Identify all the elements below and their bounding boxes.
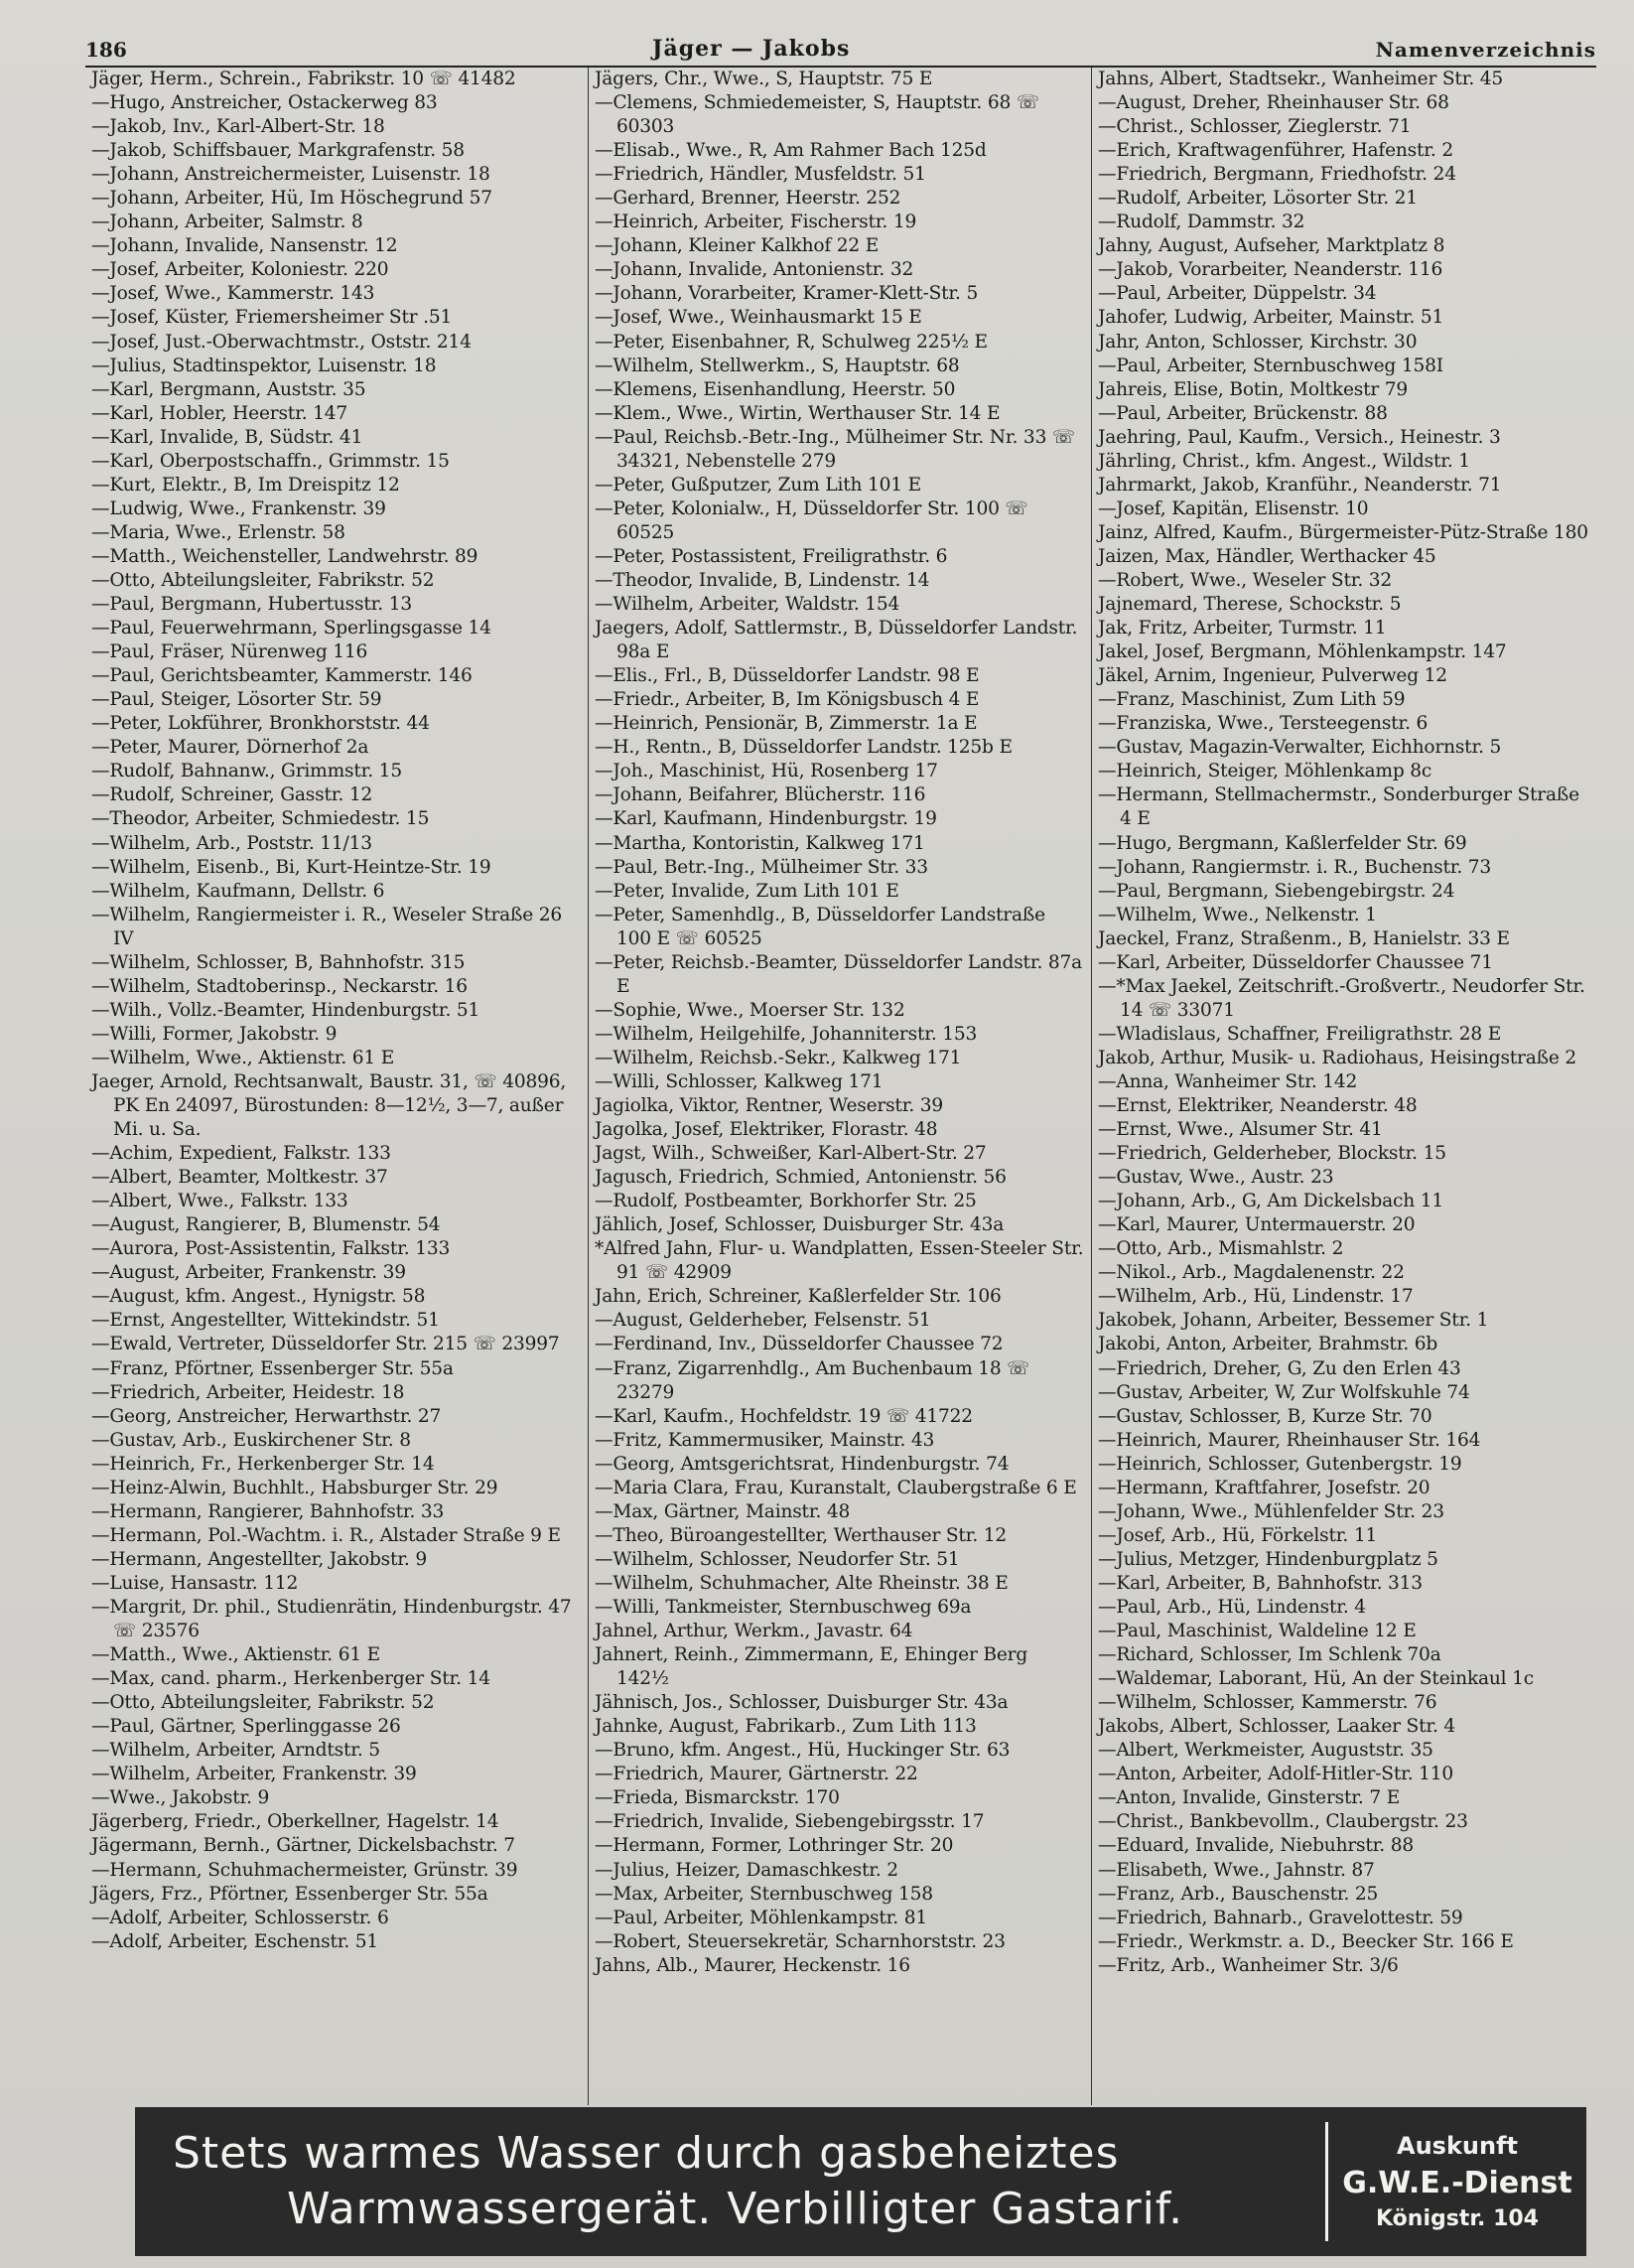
directory-entry: —Peter, Gußputzer, Zum Lith 101 E [595, 474, 921, 496]
directory-entry: —Friedrich, Gelderheber, Blockstr. 15 [1098, 1143, 1446, 1165]
directory-entry: —Hermann, Pol.-Wachtm. i. R., Alstader Straße 9 E [91, 1524, 561, 1546]
directory-entry: —Wladislaus, Schaffner, Freiligrathstr. 28 E [1098, 1023, 1502, 1045]
directory-entry: —Nikol., Arb., Magdalenenstr. 22 [1098, 1262, 1405, 1284]
directory-entry: —Friedrich, Invalide, Siebengebirgsstr. 17 [595, 1811, 985, 1833]
directory-entry: —Friedrich, Händler, Musfeldstr. 51 [595, 164, 926, 186]
directory-entry: Jakobek, Johann, Arbeiter, Bessemer Str. 1 [1098, 1310, 1489, 1332]
directory-entry: —Karl, Hobler, Heerstr. 147 [91, 402, 348, 424]
directory-entry: —Paul, Steiger, Lösorter Str. 59 [91, 689, 382, 711]
directory-entry: —Wilhelm, Arbeiter, Frankenstr. 39 [91, 1764, 417, 1785]
directory-entry: —Gerhard, Brenner, Heerstr. 252 [595, 188, 901, 210]
directory-entry: —Rudolf, Arbeiter, Lösorter Str. 21 [1098, 188, 1418, 210]
directory-entry: —Wilhelm, Arbeiter, Waldstr. 154 [595, 594, 900, 616]
directory-entry: —Elisabeth, Wwe., Jahnstr. 87 [1098, 1859, 1375, 1881]
directory-entry: —Joh., Maschinist, Hü, Rosenberg 17 [595, 761, 938, 782]
directory-entry: —Willi, Former, Jakobstr. 9 [91, 1023, 338, 1045]
directory-entry: —Matth., Weichensteller, Landwehrstr. 89 [91, 545, 478, 567]
directory-entry: —Bruno, kfm. Angest., Hü, Huckinger Str. 63 [595, 1740, 1011, 1762]
directory-entry: —Wilhelm, Rangiermeister i. R., Weseler Straße 26 IV [91, 904, 563, 949]
directory-entry: —Peter, Maurer, Dörnerhof 2a [91, 737, 369, 759]
directory-entry: —Friedrich, Dreher, G, Zu den Erlen 43 [1098, 1357, 1461, 1379]
directory-entry: —Josef, Wwe., Weinhausmarkt 15 E [595, 307, 922, 329]
directory-entry: —Wilhelm, Reichsb.-Sekr., Kalkweg 171 [595, 1047, 962, 1068]
directory-entry: Jahns, Albert, Stadtsekr., Wanheimer Str. 45 [1098, 69, 1504, 89]
directory-entry: —Karl, Arbeiter, Düsseldorfer Chaussee 71 [1098, 951, 1493, 973]
directory-entry: Jahns, Alb., Maurer, Heckenstr. 16 [595, 1954, 910, 1976]
directory-entry: —Paul, Bergmann, Siebengebirgstr. 24 [1098, 880, 1455, 902]
directory-entry: —Wilhelm, Arb., Poststr. 11/13 [91, 832, 372, 854]
directory-entry: Jakobs, Albert, Schlosser, Laaker Str. 4 [1098, 1716, 1456, 1738]
directory-entry: —Wilhelm, Stadtoberinsp., Neckarstr. 16 [91, 975, 468, 997]
directory-entry: Jahreis, Elise, Botin, Moltkestr 79 [1098, 378, 1409, 400]
directory-entry: —August, kfm. Angest., Hynigstr. 58 [91, 1286, 426, 1308]
directory-entry: —Johann, Arbeiter, Salmstr. 8 [91, 212, 363, 233]
directory-entry: Jaehring, Paul, Kaufm., Versich., Heinestr. 3 [1098, 426, 1501, 448]
directory-entry: Jahr, Anton, Schlosser, Kirchstr. 30 [1098, 331, 1418, 353]
directory-entry: Jährling, Christ., kfm. Angest., Wildstr. 1 [1098, 450, 1470, 472]
directory-entry: —Hermann, Kraftfahrer, Josefstr. 20 [1098, 1477, 1430, 1498]
directory-entry: Jahny, August, Aufseher, Marktplatz 8 [1098, 235, 1445, 257]
directory-entry: —Aurora, Post-Assistentin, Falkstr. 133 [91, 1238, 451, 1260]
directory-entry: —Johann, Anstreichermeister, Luisenstr. 18 [91, 164, 490, 186]
directory-entry: Jak, Fritz, Arbeiter, Turmstr. 11 [1098, 618, 1387, 639]
directory-entry: —Richard, Schlosser, Im Schlenk 70a [1098, 1644, 1441, 1666]
directory-entry: Jäkel, Arnim, Ingenieur, Pulverweg 12 [1098, 665, 1447, 687]
directory-entry: —Paul, Arbeiter, Düppelstr. 34 [1098, 283, 1377, 305]
directory-entry: —Klemens, Eisenhandlung, Heerstr. 50 [595, 378, 956, 400]
directory-entry: —Friedrich, Bergmann, Friedhofstr. 24 [1098, 164, 1456, 186]
directory-entry: Jainz, Alfred, Kaufm., Bürgermeister-Pütz-Straße 180 [1098, 521, 1588, 543]
directory-entry: —Gustav, Arbeiter, W, Zur Wolfskuhle 74 [1098, 1381, 1470, 1403]
directory-entry: Jahrmarkt, Jakob, Kranführ., Neanderstr. 71 [1098, 474, 1502, 496]
directory-entry: —Wilh., Vollz.-Beamter, Hindenburgstr. 51 [91, 999, 480, 1021]
directory-entry: —Margrit, Dr. phil., Studienrätin, Hindenburgstr. 47 ☏ 23576 [91, 1597, 572, 1642]
directory-entry: Jahnert, Reinh., Zimmermann, E, Ehinger Berg 142½ [595, 1644, 1028, 1690]
directory-entry: —Josef, Arb., Hü, Förkelstr. 11 [1098, 1524, 1378, 1546]
directory-entry: Jakob, Arthur, Musik- u. Radiohaus, Heisingstraße 2 [1098, 1047, 1576, 1068]
directory-entry: —Hermann, Stellmachermstr., Sonderburger Straße 4 E [1098, 784, 1579, 830]
directory-entry: —Hugo, Anstreicher, Ostackerweg 83 [91, 92, 438, 114]
ad-info-address: Königstr. 104 [1376, 2206, 1539, 2231]
directory-entry: —Karl, Kaufmann, Hindenburgstr. 19 [595, 808, 937, 830]
directory-entry: —Karl, Oberpostschaffn., Grimmstr. 15 [91, 450, 450, 472]
directory-entry: —Anton, Invalide, Ginsterstr. 7 E [1098, 1787, 1401, 1809]
ad-info-label: Auskunft [1397, 2132, 1518, 2160]
section-title: Namenverzeichnis [1375, 38, 1596, 62]
directory-entry: —Paul, Arbeiter, Möhlenkampstr. 81 [595, 1907, 927, 1928]
directory-entry: Jahnel, Arthur, Werkm., Javastr. 64 [595, 1621, 913, 1642]
directory-entry: —Friedr., Arbeiter, B, Im Königsbusch 4 E [595, 689, 980, 711]
directory-entry: —Ferdinand, Inv., Düsseldorfer Chaussee 72 [595, 1334, 1004, 1355]
directory-entry: —Friedr., Werkmstr. a. D., Beecker Str. 166 E [1098, 1930, 1514, 1952]
directory-entry: Jahofer, Ludwig, Arbeiter, Mainstr. 51 [1098, 307, 1444, 329]
directory-entry: —Gustav, Magazin-Verwalter, Eichhornstr. 5 [1098, 737, 1502, 759]
directory-entry: —Georg, Anstreicher, Herwarthstr. 27 [91, 1405, 442, 1427]
directory-entry: —Rudolf, Postbeamter, Borkhorfer Str. 25 [595, 1191, 977, 1212]
directory-entry: —Jakob, Vorarbeiter, Neanderstr. 116 [1098, 259, 1443, 281]
directory-entry: —Wilhelm, Schlosser, Neudorfer Str. 51 [595, 1548, 960, 1570]
directory-entry: —Albert, Wwe., Falkstr. 133 [91, 1191, 348, 1212]
directory-entry: —Christ., Bankbevollm., Claubergstr. 23 [1098, 1811, 1468, 1833]
directory-entry: —Friedrich, Bahnarb., Gravelottestr. 59 [1098, 1907, 1463, 1928]
directory-entry: —Theodor, Arbeiter, Schmiedestr. 15 [91, 808, 430, 830]
directory-entry: —Peter, Postassistent, Freiligrathstr. 6 [595, 545, 948, 567]
directory-entry: —Theodor, Invalide, B, Lindenstr. 14 [595, 569, 930, 591]
directory-entry: —Johann, Wwe., Mühlenfelder Str. 23 [1098, 1500, 1444, 1522]
directory-entry: —Paul, Gerichtsbeamter, Kammerstr. 146 [91, 665, 473, 687]
page-header [85, 22, 1596, 68]
directory-entry: —Wilhelm, Stellwerkm., S, Hauptstr. 68 [595, 354, 960, 376]
directory-entry: —Waldemar, Laborant, Hü, An der Steinkaul 1c [1098, 1668, 1534, 1690]
directory-entry: Jaizen, Max, Händler, Werthacker 45 [1098, 545, 1436, 567]
directory-entry: —Rudolf, Bahnanw., Grimmstr. 15 [91, 761, 402, 782]
directory-entry: Jaeckel, Franz, Straßenm., B, Hanielstr. 33 E [1098, 927, 1510, 949]
directory-entry: —Hermann, Rangierer, Bahnhofstr. 33 [91, 1500, 445, 1522]
directory-entry: —Eduard, Invalide, Niebuhrstr. 88 [1098, 1835, 1414, 1857]
directory-entry: —Josef, Arbeiter, Koloniestr. 220 [91, 259, 389, 281]
directory-entry: —Franz, Arb., Bauschenstr. 25 [1098, 1883, 1379, 1905]
directory-entry: —Gustav, Arb., Euskirchener Str. 8 [91, 1429, 411, 1451]
directory-entry: —Wilhelm, Schuhmacher, Alte Rheinstr. 38 E [595, 1572, 1009, 1594]
directory-entry: —Georg, Amtsgerichtsrat, Hindenburgstr. 74 [595, 1453, 1010, 1475]
directory-entry: —Hermann, Angestellter, Jakobstr. 9 [91, 1548, 427, 1570]
directory-column-1 [85, 68, 588, 2105]
directory-entry: —Willi, Tankmeister, Sternbuschweg 69a [595, 1597, 972, 1618]
directory-column-3 [1091, 68, 1594, 2105]
ad-slogan [135, 2126, 1325, 2237]
directory-entry: —Christ., Schlosser, Zieglerstr. 71 [1098, 116, 1412, 138]
directory-entry: —Frieda, Bismarckstr. 170 [595, 1787, 840, 1809]
directory-entry: —Max, Arbeiter, Sternbuschweg 158 [595, 1883, 933, 1905]
directory-entry: —Johann, Arb., G, Am Dickelsbach 11 [1098, 1191, 1443, 1212]
directory-entry: —Johann, Vorarbeiter, Kramer-Klett-Str. 5 [595, 283, 979, 305]
directory-entry: Jakobi, Anton, Arbeiter, Brahmstr. 6b [1098, 1334, 1438, 1355]
directory-entry: —Heinrich, Schlosser, Gutenbergstr. 19 [1098, 1453, 1462, 1475]
directory-entry: —Hermann, Schuhmachermeister, Grünstr. 39 [91, 1859, 518, 1881]
directory-entry: —Peter, Invalide, Zum Lith 101 E [595, 880, 899, 902]
directory-entry: —Peter, Reichsb.-Beamter, Düsseldorfer Landstr. 87a E [595, 951, 1083, 997]
directory-entry: —Willi, Schlosser, Kalkweg 171 [595, 1070, 884, 1092]
directory-entry: —Julius, Heizer, Damaschkestr. 2 [595, 1859, 898, 1881]
directory-entry: —Anna, Wanheimer Str. 142 [1098, 1070, 1358, 1092]
directory-entry: —Johann, Beifahrer, Blücherstr. 116 [595, 784, 926, 806]
ad-slogan-line-2: Warmwassergerät. Verbilligter Gastarif. [287, 2184, 1184, 2234]
directory-entry: Jaegers, Adolf, Sattlermstr., B, Düsseldorfer Landstr. 98a E [595, 618, 1078, 663]
directory-entry: —Wilhelm, Heilgehilfe, Johanniterstr. 153 [595, 1023, 978, 1045]
directory-entry: —Wilhelm, Wwe., Nelkenstr. 1 [1098, 904, 1377, 925]
directory-columns [85, 68, 1594, 2105]
directory-entry: —Friedrich, Arbeiter, Heidestr. 18 [91, 1381, 405, 1403]
directory-entry: —Jakob, Schiffsbauer, Markgrafenstr. 58 [91, 140, 465, 162]
directory-entry: —Julius, Metzger, Hindenburgplatz 5 [1098, 1548, 1438, 1570]
directory-entry: —Otto, Arb., Mismahlstr. 2 [1098, 1238, 1344, 1260]
directory-entry: —Jakob, Inv., Karl-Albert-Str. 18 [91, 116, 385, 138]
directory-entry: —Johann, Rangiermstr. i. R., Buchenstr. 73 [1098, 856, 1492, 878]
directory-entry: —Wilhelm, Arb., Hü, Lindenstr. 17 [1098, 1286, 1414, 1308]
directory-entry: —Robert, Steuersekretär, Scharnhorststr. 23 [595, 1930, 1006, 1952]
directory-entry: —Hugo, Bergmann, Kaßlerfelder Str. 69 [1098, 832, 1467, 854]
directory-entry: —Franz, Maschinist, Zum Lith 59 [1098, 689, 1406, 711]
directory-entry: —Friedrich, Maurer, Gärtnerstr. 22 [595, 1764, 918, 1785]
directory-entry: —Fritz, Kammermusiker, Mainstr. 43 [595, 1429, 935, 1451]
directory-entry: —Wilhelm, Wwe., Aktienstr. 61 E [91, 1047, 395, 1068]
directory-entry: Jägers, Frz., Pförtner, Essenberger Str. 55a [91, 1883, 488, 1905]
directory-entry: —Paul, Arb., Hü, Lindenstr. 4 [1098, 1597, 1366, 1618]
directory-entry: —H., Rentn., B, Düsseldorfer Landstr. 125b E [595, 737, 1013, 759]
directory-column-2 [588, 68, 1091, 2105]
directory-entry: —Paul, Maschinist, Waldeline 12 E [1098, 1621, 1417, 1642]
directory-entry: Jägerberg, Friedr., Oberkellner, Hagelstr. 14 [91, 1811, 499, 1833]
directory-entry: —Josef, Just.-Oberwachtmstr., Oststr. 214 [91, 331, 472, 353]
directory-entry: —Karl, Invalide, B, Südstr. 41 [91, 426, 363, 448]
directory-entry: —Albert, Werkmeister, Auguststr. 35 [1098, 1740, 1433, 1762]
directory-entry: —Adolf, Arbeiter, Eschenstr. 51 [91, 1930, 379, 1952]
directory-entry: —Ernst, Angestellter, Wittekindstr. 51 [91, 1310, 440, 1332]
ad-slogan-line-1: Stets warmes Wasser durch gasbeheiztes [173, 2128, 1120, 2179]
directory-entry: —Peter, Lokführer, Bronkhorststr. 44 [91, 713, 430, 735]
directory-entry: —Johann, Arbeiter, Hü, Im Höschegrund 57 [91, 188, 492, 210]
directory-entry: Jajnemard, Therese, Schockstr. 5 [1098, 594, 1402, 616]
directory-entry: —Elisab., Wwe., R, Am Rahmer Bach 125d [595, 140, 987, 162]
directory-entry: —Paul, Gärtner, Sperlinggasse 26 [91, 1716, 401, 1738]
directory-entry: —Maria Clara, Frau, Kuranstalt, Claubergstraße 6 E [595, 1477, 1077, 1498]
directory-entry: —Clemens, Schmiedemeister, S, Hauptstr. 68 ☏ 60303 [595, 92, 1039, 138]
directory-entry: Jäger, Herm., Schrein., Fabrikstr. 10 ☏ 41482 [91, 69, 516, 89]
page-number: 186 [85, 38, 127, 62]
directory-entry: —Luise, Hansastr. 112 [91, 1572, 299, 1594]
directory-entry: —Wilhelm, Schlosser, B, Bahnhofstr. 315 [91, 951, 466, 973]
directory-entry: —Heinrich, Arbeiter, Fischerstr. 19 [595, 212, 917, 233]
directory-entry: —Martha, Kontoristin, Kalkweg 171 [595, 832, 925, 854]
directory-entry: —Paul, Arbeiter, Sternbuschweg 158I [1098, 354, 1443, 376]
directory-entry: —Otto, Abteilungsleiter, Fabrikstr. 52 [91, 1692, 435, 1714]
directory-entry: —August, Gelderheber, Felsenstr. 51 [595, 1310, 931, 1332]
directory-entry: —Wilhelm, Arbeiter, Arndtstr. 5 [91, 1740, 380, 1762]
directory-entry: —Adolf, Arbeiter, Schlosserstr. 6 [91, 1907, 389, 1928]
directory-entry: —Peter, Samenhdlg., B, Düsseldorfer Landstraße 100 E ☏ 60525 [595, 904, 1045, 949]
directory-entry: —Ernst, Elektriker, Neanderstr. 48 [1098, 1095, 1418, 1117]
directory-entry: —August, Arbeiter, Frankenstr. 39 [91, 1262, 406, 1284]
directory-entry: —Karl, Kaufm., Hochfeldstr. 19 ☏ 41722 [595, 1405, 973, 1427]
directory-entry: —Maria, Wwe., Erlenstr. 58 [91, 521, 345, 543]
directory-entry: —Theo, Büroangestellter, Werthauser Str. 12 [595, 1524, 1008, 1546]
directory-entry: —Paul, Betr.-Ing., Mülheimer Str. 33 [595, 856, 928, 878]
directory-entry: —Hermann, Former, Lothringer Str. 20 [595, 1835, 954, 1857]
directory-entry: —Franziska, Wwe., Tersteegenstr. 6 [1098, 713, 1429, 735]
directory-entry: Jahn, Erich, Schreiner, Kaßlerfelder Str. 106 [595, 1286, 1002, 1308]
directory-entry: —Johann, Invalide, Nansenstr. 12 [91, 235, 398, 257]
directory-entry: —Franz, Pförtner, Essenberger Str. 55a [91, 1357, 454, 1379]
directory-entry: —August, Rangierer, B, Blumenstr. 54 [91, 1214, 441, 1236]
directory-entry: —Josef, Kapitän, Elisenstr. 10 [1098, 497, 1369, 519]
directory-entry: —Josef, Wwe., Kammerstr. 143 [91, 283, 375, 305]
directory-entry: Jahnke, August, Fabrikarb., Zum Lith 113 [595, 1716, 977, 1738]
directory-entry: —Heinz-Alwin, Buchhlt., Habsburger Str. 29 [91, 1477, 498, 1498]
directory-entry: —Rudolf, Schreiner, Gasstr. 12 [91, 784, 373, 806]
directory-entry: Jakel, Josef, Bergmann, Möhlenkampstr. 147 [1098, 641, 1507, 663]
directory-entry: Jägers, Chr., Wwe., S, Hauptstr. 75 E [595, 69, 933, 89]
directory-entry: —Franz, Zigarrenhdlg., Am Buchenbaum 18 ☏ 23279 [595, 1357, 1030, 1403]
directory-entry: —Karl, Bergmann, Auststr. 35 [91, 378, 366, 400]
directory-entry: —Johann, Invalide, Antonienstr. 32 [595, 259, 914, 281]
directory-entry: —Max, Gärtner, Mainstr. 48 [595, 1500, 851, 1522]
directory-entry: —Wilhelm, Schlosser, Kammerstr. 76 [1098, 1692, 1437, 1714]
directory-entry: —Elis., Frl., B, Düsseldorfer Landstr. 98 E [595, 665, 980, 687]
directory-entry: —Achim, Expedient, Falkstr. 133 [91, 1143, 391, 1165]
directory-entry: —Paul, Feuerwehrmann, Sperlingsgasse 14 [91, 618, 491, 639]
directory-entry: Jagusch, Friedrich, Schmied, Antonienstr. 56 [595, 1167, 1007, 1189]
directory-entry: —Heinrich, Fr., Herkenberger Str. 14 [91, 1453, 435, 1475]
directory-entry: —Paul, Reichsb.-Betr.-Ing., Mülheimer Str. Nr. 33 ☏ 34321, Nebenstelle 279 [595, 426, 1075, 472]
directory-entry: —Matth., Wwe., Aktienstr. 61 E [91, 1644, 381, 1666]
directory-entry: —Wilhelm, Kaufmann, Dellstr. 6 [91, 880, 385, 902]
directory-entry: Jägermann, Bernh., Gärtner, Dickelsbachstr. 7 [91, 1835, 515, 1857]
directory-entry: —Rudolf, Dammstr. 32 [1098, 212, 1305, 233]
directory-entry: —Klem., Wwe., Wirtin, Werthauser Str. 14 E [595, 402, 1001, 424]
directory-entry: —Wilhelm, Eisenb., Bi, Kurt-Heintze-Str. 19 [91, 856, 491, 878]
directory-entry: Jaeger, Arnold, Rechtsanwalt, Baustr. 31, ☏ 40896, PK En 24097, Bürostunden: 8—12½, 3—7, außer Mi. u. Sa. [91, 1070, 567, 1141]
directory-entry: —Ernst, Wwe., Alsumer Str. 41 [1098, 1119, 1383, 1141]
directory-entry: —Gustav, Wwe., Austr. 23 [1098, 1167, 1334, 1189]
directory-entry: —Max, cand. pharm., Herkenberger Str. 14 [91, 1668, 490, 1690]
directory-entry: —Julius, Stadtinspektor, Luisenstr. 18 [91, 354, 437, 376]
ad-info-service: G.W.E.-Dienst [1342, 2166, 1572, 2200]
directory-entry: —Sophie, Wwe., Moerser Str. 132 [595, 999, 905, 1021]
directory-entry: —Paul, Bergmann, Hubertusstr. 13 [91, 594, 412, 616]
directory-entry: —Johann, Kleiner Kalkhof 22 E [595, 235, 880, 257]
directory-entry: —Fritz, Arb., Wanheimer Str. 3/6 [1098, 1954, 1399, 1976]
directory-entry: —*Max Jaekel, Zeitschrift.-Großvertr., Neudorfer Str. 14 ☏ 33071 [1098, 975, 1585, 1021]
directory-entry: —Heinrich, Pensionär, B, Zimmerstr. 1a E [595, 713, 978, 735]
directory-entry: —Albert, Beamter, Moltkestr. 37 [91, 1167, 388, 1189]
name-range: Jäger — Jakobs [652, 36, 851, 62]
directory-entry: —Karl, Arbeiter, B, Bahnhofstr. 313 [1098, 1572, 1423, 1594]
directory-entry: Jagiolka, Viktor, Rentner, Weserstr. 39 [595, 1095, 944, 1117]
directory-entry: —Ewald, Vertreter, Düsseldorfer Str. 215 ☏ 23997 [91, 1334, 560, 1355]
directory-entry: —Karl, Maurer, Untermauerstr. 20 [1098, 1214, 1416, 1236]
directory-entry: —Otto, Abteilungsleiter, Fabrikstr. 52 [91, 569, 435, 591]
directory-entry: Jagst, Wilh., Schweißer, Karl-Albert-Str. 27 [595, 1143, 987, 1165]
directory-entry: —Robert, Wwe., Weseler Str. 32 [1098, 569, 1393, 591]
directory-entry: —August, Dreher, Rheinhauser Str. 68 [1098, 92, 1449, 114]
directory-entry: —Josef, Küster, Friemersheimer Str .51 [91, 307, 453, 329]
directory-entry: —Heinrich, Maurer, Rheinhauser Str. 164 [1098, 1429, 1481, 1451]
directory-entry: —Wwe., Jakobstr. 9 [91, 1787, 270, 1809]
directory-entry: —Erich, Kraftwagenführer, Hafenstr. 2 [1098, 140, 1453, 162]
directory-entry: —Peter, Eisenbahner, R, Schulweg 225½ E [595, 331, 988, 353]
ad-info-box [1325, 2122, 1586, 2241]
directory-entry: —Ludwig, Wwe., Frankenstr. 39 [91, 497, 386, 519]
gas-advertisement [135, 2107, 1586, 2256]
directory-entry: —Paul, Arbeiter, Brückenstr. 88 [1098, 402, 1388, 424]
directory-entry: Jagolka, Josef, Elektriker, Florastr. 48 [595, 1119, 938, 1141]
directory-entry: —Heinrich, Steiger, Möhlenkamp 8c [1098, 761, 1432, 782]
directory-entry: Jählich, Josef, Schlosser, Duisburger Str. 43a [595, 1214, 1005, 1236]
directory-entry: —Peter, Kolonialw., H, Düsseldorfer Str. 100 ☏ 60525 [595, 497, 1028, 543]
directory-entry: —Anton, Arbeiter, Adolf-Hitler-Str. 110 [1098, 1764, 1454, 1785]
directory-entry: —Kurt, Elektr., B, Im Dreispitz 12 [91, 474, 400, 496]
directory-entry: Jähnisch, Jos., Schlosser, Duisburger Str. 43a [595, 1692, 1009, 1714]
directory-entry: —Paul, Fräser, Nürenweg 116 [91, 641, 368, 663]
directory-entry: *Alfred Jahn, Flur- u. Wandplatten, Essen-Steeler Str. 91 ☏ 42909 [595, 1238, 1084, 1284]
directory-entry: —Gustav, Schlosser, B, Kurze Str. 70 [1098, 1405, 1432, 1427]
